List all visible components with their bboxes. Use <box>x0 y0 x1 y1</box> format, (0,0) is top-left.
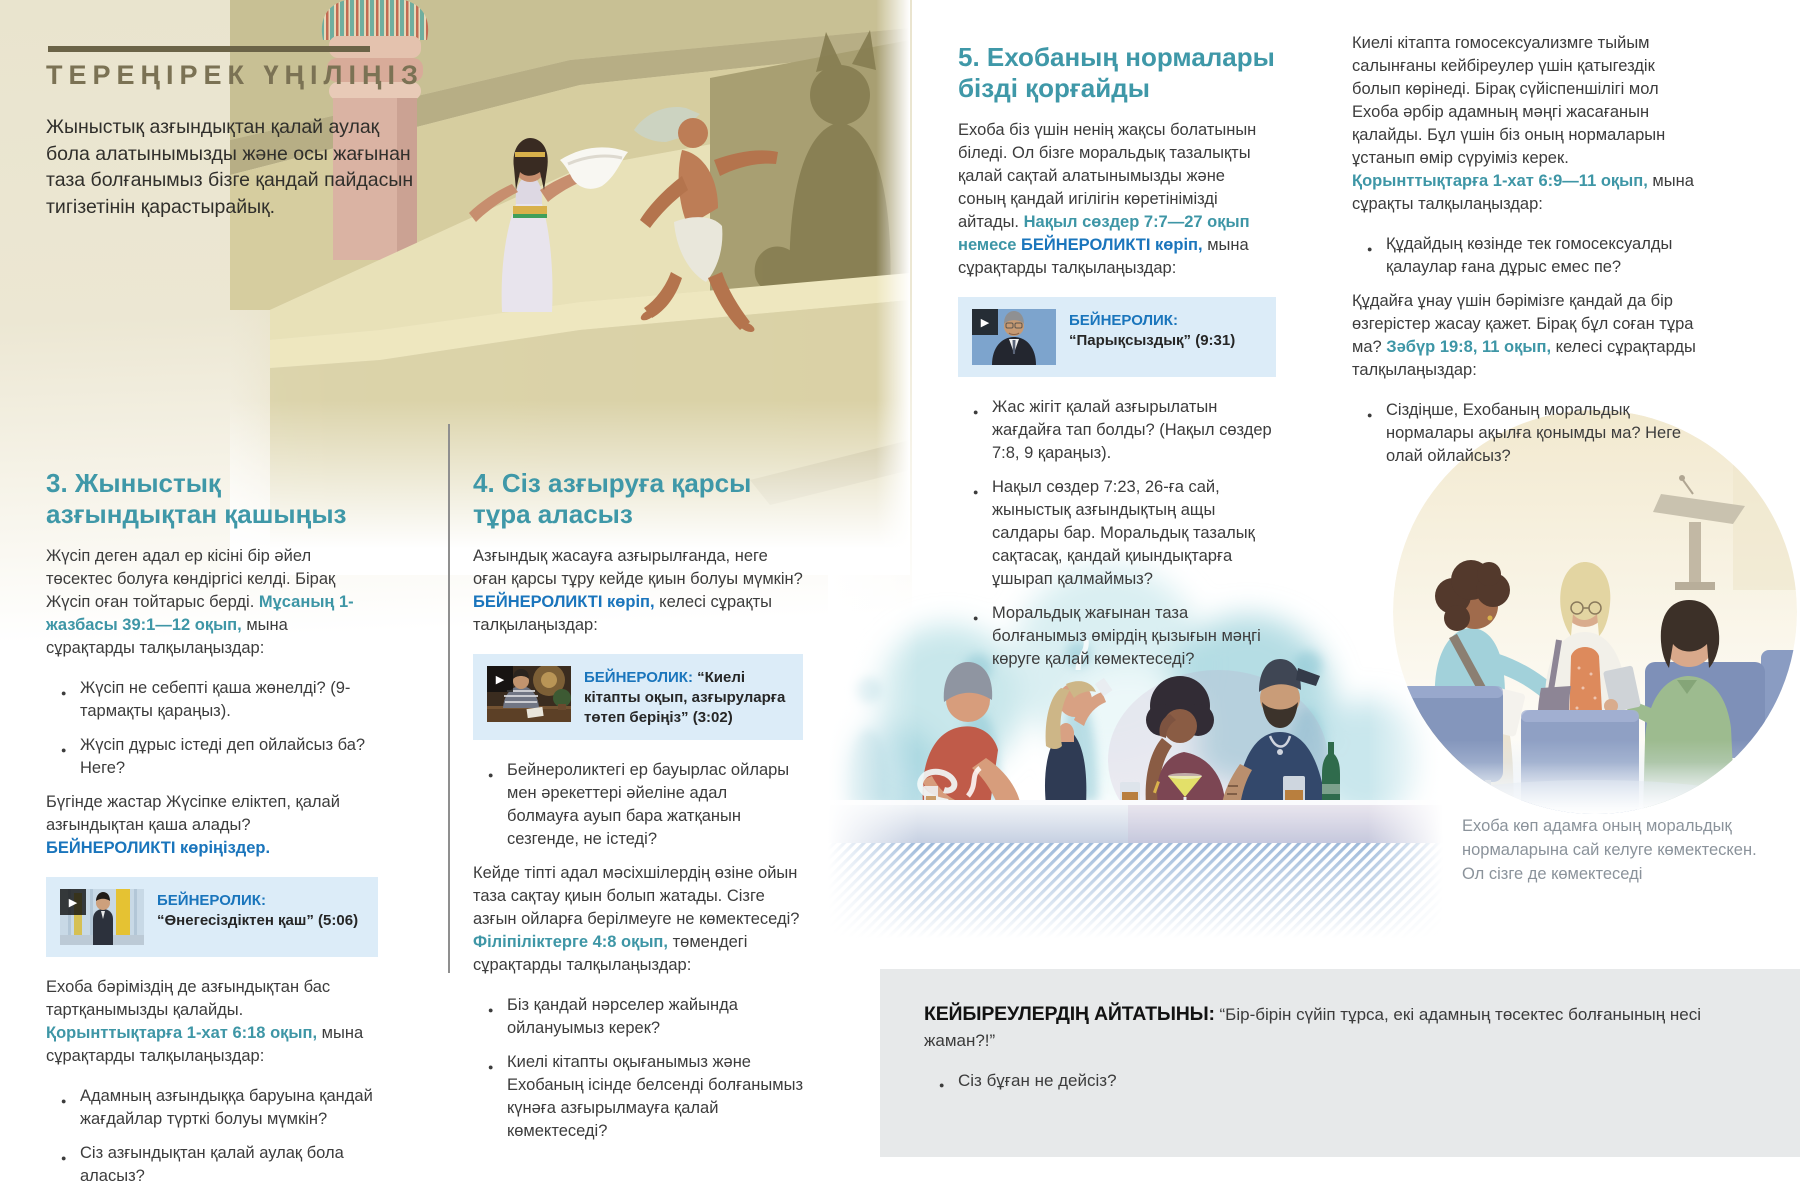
text: мына сұрақтарды талқылаңыздар: <box>958 236 1249 277</box>
section-5 <box>958 42 1276 682</box>
discussion-question <box>473 994 803 1040</box>
illustration-caption: Ехоба көп адамға оның моральдық нормаларына сай келуге көмектескен. Ол сізге де көмектеседі <box>1462 817 1757 883</box>
text: мына сұрақты талқылаңыздар: <box>1352 172 1694 213</box>
section-3-paragraph-3 <box>46 976 378 1068</box>
text: Жүсіп деген адал ер кісіні бір әйел төсектес болуға көндіргісі келді. Бірақ Жүсіп оған тойтарыс берді. <box>46 547 336 611</box>
question-text: Құдайдың көзінде тек гомосексуалды қалаулар ғана дұрыс емес пе? <box>1386 235 1673 276</box>
discussion-question <box>958 476 1276 591</box>
text: Құдайға ұнау үшін бәрімізге қандай да бір өзгерістер жасау қажет. Бірақ бұл соған тұра ма? <box>1352 292 1694 356</box>
text: мына сұрақтарды талқылаңыздар: <box>46 1024 364 1065</box>
video-caption <box>584 666 789 728</box>
play-glyph: ▶ <box>495 673 505 686</box>
what-some-people-say-box <box>880 969 1800 1157</box>
video-link-resist-temptation[interactable]: БЕЙНЕРОЛИКТІ көріп, <box>473 593 655 611</box>
quote-box-label: КЕЙБІРЕУЛЕРДІҢ АЙТАТЫНЫ: <box>924 1003 1215 1025</box>
play-icon[interactable] <box>972 309 998 335</box>
play-icon[interactable] <box>60 889 86 915</box>
text: Ехоба бәріміздің де азғындықтан бас тартқанымызды қалайды. <box>46 978 331 1019</box>
question-text: Сіздіңше, Ехобаның моральдық нормалары ақылға қонымды ма? Неге олай ойлайсыз? <box>1386 401 1682 465</box>
video-title: “Парықсыздық” (9:31) <box>1069 332 1236 349</box>
text: төмендегі сұрақтарды талқылаңыздар: <box>473 933 748 974</box>
section-4-heading: 4. Сіз азғыруға қарсы тұра аласыз <box>473 468 752 529</box>
text: Бүгінде жастар Жүсіпке еліктеп, қалай азғындықтан қаша алады? <box>46 793 340 834</box>
section-3-heading: 3. Жыныстық азғындықтан қашыңыз <box>46 468 347 529</box>
scripture-link-1corinthians-69[interactable]: Қорынттықтарға 1-хат 6:9—11 оқып, <box>1352 172 1648 190</box>
page-title: ТЕРЕҢІРЕК ҮҢІЛІҢІЗ <box>46 60 424 90</box>
video-box-apathy[interactable] <box>958 297 1276 377</box>
text: Кейде тіпті адал мәсіхшілердің өзіне ойын таза сақтау қиын болып жатады. Сізге азғын ойларға берілмеуге не көмектеседі? <box>473 864 800 928</box>
section-3 <box>46 468 378 1199</box>
bar-counter-edge <box>828 800 1443 805</box>
video-label: БЕЙНЕРОЛИК: <box>157 892 266 909</box>
question-text: Жүсіп дұрыс істеді деп ойлайсыз ба? Неге? <box>80 736 366 777</box>
discussion-question <box>46 1085 378 1131</box>
question-list <box>46 1085 378 1188</box>
question-text: Жас жігіт қалай азғырылатын жағдайға тап болды? (Нақыл сөздер 7:8, 9 қараңыз). <box>992 398 1272 462</box>
discussion-question <box>958 396 1276 465</box>
text: мына сұрақтарды талқылаңыздар: <box>46 616 288 657</box>
text: келесі сұрақтарды талқылаңыздар: <box>1352 338 1696 379</box>
question-text: Біз қандай нәрселер жайында ойлануымыз керек? <box>507 996 738 1037</box>
scripture-link-psalm-19[interactable]: Зәбүр 19:8, 11 оқып, <box>1386 338 1552 356</box>
column-divider <box>448 424 450 973</box>
video-thumbnail[interactable] <box>60 889 144 945</box>
question-text: Моральдық жағынан таза болғанымыз өмірдің қызығын мәңгі көруге қалай көмектеседі? <box>992 604 1261 668</box>
video-box-flee-fornication[interactable] <box>46 877 378 957</box>
video-thumbnail[interactable] <box>487 666 571 722</box>
scripture-link-proverbs-7[interactable]: Нақыл сөздер 7:7—27 оқып немесе <box>958 213 1250 254</box>
discussion-question <box>1352 233 1700 279</box>
question-text: Киелі кітапты оқығанымыз және Ехобаның ісінде белсенді болғанымыз күнәға азғырылмауға қалай көмектеседі? <box>507 1053 804 1140</box>
discussion-question <box>473 759 803 851</box>
header-rule <box>48 46 370 52</box>
paragraph <box>1352 290 1700 382</box>
video-title: “Өнегесіздіктен қаш” (5:06) <box>157 912 359 929</box>
discussion-question <box>473 1051 803 1143</box>
section-5-paragraph-1 <box>958 119 1276 280</box>
discussion-question <box>46 1142 378 1188</box>
discussion-question <box>46 734 378 780</box>
section-3-paragraph-2 <box>46 791 378 860</box>
discussion-question <box>46 677 378 723</box>
section-5-column-2 <box>1352 32 1700 479</box>
question-text: Адамның азғындыққа баруына қандай жағдайлар түрткі болуы мүмкін? <box>80 1087 373 1128</box>
video-label: БЕЙНЕРОЛИК: <box>584 669 693 686</box>
text: келесі сұрақты талқылаңыздар: <box>473 593 772 634</box>
question-list <box>46 677 378 780</box>
play-icon[interactable] <box>487 666 513 692</box>
question-list <box>1352 233 1700 279</box>
chair <box>1761 650 1797 740</box>
question-list <box>473 994 803 1143</box>
video-label: БЕЙНЕРОЛИК: <box>1069 312 1178 329</box>
video-box-resist-temptation[interactable] <box>473 654 803 740</box>
section-5-heading: 5. Ехобаның нормалары бізді қорғайды <box>958 42 1275 103</box>
section-3-paragraph-1 <box>46 545 378 660</box>
question-text: Бейнероликтегі ер бауырлас ойлары мен әрекеттері әйеліне адал болмауға ауып бара жатқанын сезгенде, не істеді? <box>507 761 790 848</box>
quote-line <box>924 1001 1730 1054</box>
section-4-paragraph-2 <box>473 862 803 977</box>
discussion-question <box>1352 399 1700 468</box>
quote-text: “Бір-бірін сүйіп тұрса, екі адамның төсектес болғанының несі жаман?!” <box>924 1005 1701 1050</box>
video-caption <box>157 889 364 945</box>
play-glyph: ▶ <box>980 316 990 329</box>
question-list <box>958 396 1276 671</box>
question-list <box>473 759 803 851</box>
question-text: Жүсіп не себепті қаша жөнелді? (9-тармақты қараңыз). <box>80 679 351 720</box>
video-link-apathy[interactable]: БЕЙНЕРОЛИКТІ көріп, <box>1021 236 1203 254</box>
video-thumbnail[interactable] <box>972 309 1056 365</box>
scripture-link-1corinthians-618[interactable]: Қорынттықтарға 1-хат 6:18 оқып, <box>46 1024 318 1042</box>
section-4 <box>473 468 803 1154</box>
play-glyph: ▶ <box>68 896 78 909</box>
video-title: “Киелі кітапты оқып, азғыруларға төтеп беріңіз” (3:02) <box>584 669 786 726</box>
question-list <box>1352 399 1700 468</box>
video-link-flee-fornication[interactable]: БЕЙНЕРОЛИКТІ көріңіздер. <box>46 839 271 857</box>
section-4-paragraph-1 <box>473 545 803 637</box>
video-caption <box>1069 309 1262 365</box>
paragraph <box>1352 32 1700 216</box>
question-text: Сіз бұған не дейсіз? <box>958 1071 1117 1090</box>
text: Киелі кітапта гомосексуализмге тыйым салынғаны кейбіреулер үшін қатыгездік болып көрінеді. Бірақ сүйіспеншілігі мол Ехоба әрбір адамның мәңгі жасағанын қалайды. Бұл үшін біз оның нормаларын ұстанып өмір сүруіміз керек. <box>1352 34 1666 167</box>
text: Ехоба біз үшін ненің жақсы болатынын біледі. Ол бізге моральдық тазалықты қалай сақтай алатынымызды және соның қандай игілігін көретінімізді айтады. <box>958 121 1257 231</box>
discussion-question <box>924 1069 1730 1092</box>
question-text: Нақыл сөздер 7:23, 26-ға сай, жыныстық азғындықтың ащы салдары бар. Моральдық тазалық сақтасақ, қандай қиындықтарға ұшырап қалмаймыз? <box>992 478 1255 588</box>
question-text: Сіз азғындықтан қалай аулақ бола аласыз? <box>80 1144 344 1185</box>
discussion-question <box>958 602 1276 671</box>
scripture-link-philippians-48[interactable]: Філіпіліктерге 4:8 оқып, <box>473 933 668 951</box>
text: Азғындық жасауға азғырылғанда, неге оған қарсы тұру кейде қиын болуы мүмкін? <box>473 547 803 588</box>
scripture-link-genesis-39[interactable]: Мұсаның 1-жазбасы 39:1—12 оқып, <box>46 593 354 634</box>
intro-paragraph: Жыныстық азғындықтан қалай аулақ бола алатынымызды және осы жағынан таза болғанымыз бізге қандай пайдасын тигізетінін қарастырайық. <box>46 116 414 218</box>
